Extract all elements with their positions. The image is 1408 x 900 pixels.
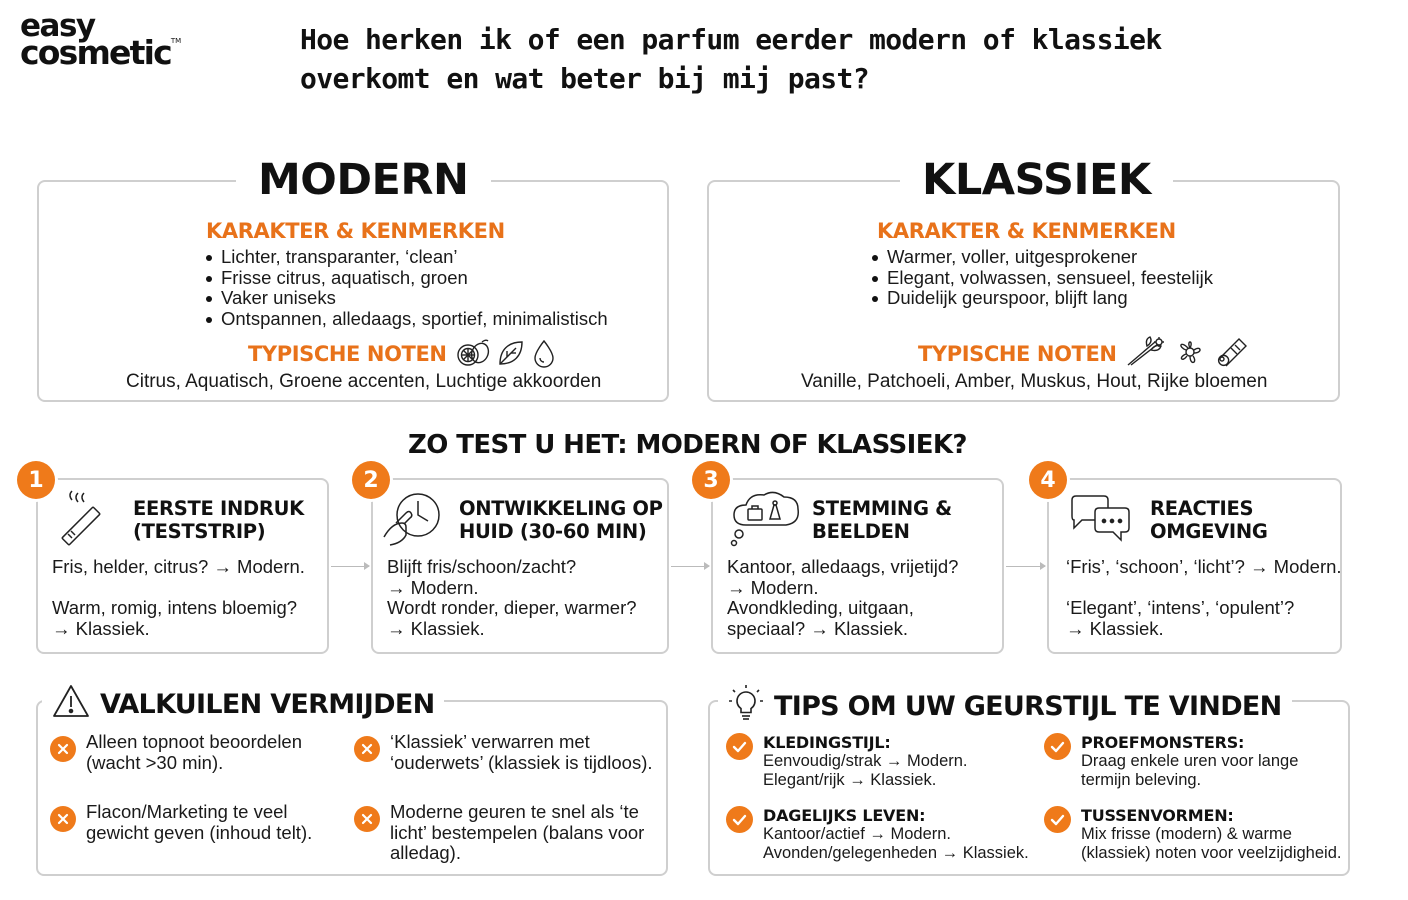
step-number-2: 2 [352, 461, 390, 499]
klassiek-note-icons [1125, 336, 1249, 368]
water-drop-icon [532, 338, 556, 368]
step-title-3: STEMMING & BEELDEN [812, 497, 952, 543]
tip-item: DAGELIJKS LEVEN: Kantoor/actief → Modern. Avonden/gelegenheden → Klassiek. [726, 806, 1029, 863]
klassiek-characteristics [871, 247, 1213, 309]
close-icon [50, 736, 76, 762]
page-title-line-1: Hoe herken ik of een parfum eerder modern of klassiek [300, 23, 1162, 56]
test-section-title: ZO TEST U HET: MODERN OF KLASSIEK? [408, 430, 967, 460]
tips-title: TIPS OM UW GEURSTIJL TE VINDEN [718, 684, 1292, 730]
vanilla-icon [1125, 336, 1167, 368]
page-title [300, 20, 1300, 98]
step-body-3: Kantoor, alledaags, vrijetijd? → Modern. Avondkleding, uitgaan, speciaal? → Klassiek. [727, 556, 959, 640]
hand-clock-icon [382, 489, 444, 553]
close-icon [50, 806, 76, 832]
modern-notes-heading: TYPISCHE NOTEN [248, 342, 447, 366]
test-strip-icon [58, 490, 116, 550]
step-title-1: EERSTE INDRUK (TESTSTRIP) [133, 497, 304, 543]
modern-characteristics [205, 247, 608, 330]
chat-bubbles-icon [1069, 494, 1133, 548]
leaf-icon [496, 338, 526, 368]
pitfalls-title: VALKUILEN VERMIJDEN [42, 684, 444, 726]
thought-cloud-icon [730, 489, 802, 553]
wood-log-icon [1213, 336, 1249, 368]
logo-tm: TM [170, 37, 182, 46]
modern-notes: Citrus, Aquatisch, Groene accenten, Luchtige akkoorden [126, 371, 602, 392]
warning-icon [52, 684, 90, 726]
check-icon [726, 733, 753, 760]
brand-logo [20, 8, 190, 73]
check-icon [726, 806, 753, 833]
step-connector-3 [1006, 566, 1045, 567]
logo-line-2: cosmetic™ [20, 33, 182, 73]
close-icon [354, 806, 380, 832]
modern-note-icons [456, 338, 556, 368]
pitfall-item: Moderne geuren te snel als ‘te licht’ bestempelen (balans voor alledag). [354, 802, 644, 864]
list-item: Warmer, voller, uitgesprokener [871, 247, 1213, 268]
citrus-icon [456, 338, 490, 368]
tip-item: TUSSENVORMEN: Mix frisse (modern) & warme (klassiek) noten voor veelzijdigheid. [1044, 806, 1341, 863]
list-item: Lichter, transparanter, ‘clean’ [205, 247, 608, 268]
check-icon [1044, 806, 1071, 833]
check-icon [1044, 733, 1071, 760]
list-item: Ontspannen, alledaags, sportief, minimalistisch [205, 309, 608, 330]
flower-icon [1173, 336, 1207, 368]
list-item: Elegant, volwassen, sensueel, feestelijk [871, 268, 1213, 289]
step-body-2: Blijft fris/schoon/zacht? → Modern. Wordt ronder, dieper, warmer? → Klassiek. [387, 556, 637, 640]
page-title-line-2: overkomt en wat beter bij mij past? [300, 62, 870, 95]
close-icon [354, 736, 380, 762]
step-title-4: REACTIES OMGEVING [1150, 497, 1268, 543]
klassiek-character-heading: KARAKTER & KENMERKEN [877, 219, 1176, 243]
klassiek-notes-heading: TYPISCHE NOTEN [918, 342, 1117, 366]
step-title-2: ONTWIKKELING OP HUID (30-60 MIN) [459, 497, 663, 543]
list-item: Vaker uniseks [205, 288, 608, 309]
pitfall-item: Alleen topnoot beoordelen (wacht >30 min). [50, 732, 302, 773]
pitfall-item: Flacon/Marketing te veel gewicht geven (inhoud telt). [50, 802, 312, 843]
modern-character-heading: KARAKTER & KENMERKEN [206, 219, 505, 243]
klassiek-title: KLASSIEK [900, 158, 1173, 202]
tip-item: KLEDINGSTIJL: Eenvoudig/strak → Modern. Elegant/rijk → Klassiek. [726, 733, 968, 790]
lightbulb-icon [728, 684, 764, 730]
klassiek-notes: Vanille, Patchoeli, Amber, Muskus, Hout, Rijke bloemen [801, 371, 1268, 392]
step-number-3: 3 [692, 461, 730, 499]
pitfall-item: ‘Klassiek’ verwarren met ‘ouderwets’ (klassiek is tijdloos). [354, 732, 653, 773]
step-number-1: 1 [17, 461, 55, 499]
step-body-4: ‘Fris’, ‘schoon’, ‘licht’? → Modern. ‘Elegant’, ‘intens’, ‘opulent’? → Klassiek. [1066, 556, 1342, 640]
modern-title: MODERN [236, 158, 491, 202]
list-item: Duidelijk geurspoor, blijft lang [871, 288, 1213, 309]
logo-line-1: easy [20, 8, 95, 44]
list-item: Frisse citrus, aquatisch, groen [205, 268, 608, 289]
step-number-4: 4 [1029, 461, 1067, 499]
tip-item: PROEFMONSTERS: Draag enkele uren voor lange termijn beleving. [1044, 733, 1298, 790]
step-connector-2 [671, 566, 709, 567]
step-connector-1 [331, 566, 369, 567]
step-body-1: Fris, helder, citrus? → Modern. Warm, romig, intens bloemig? → Klassiek. [52, 556, 305, 640]
